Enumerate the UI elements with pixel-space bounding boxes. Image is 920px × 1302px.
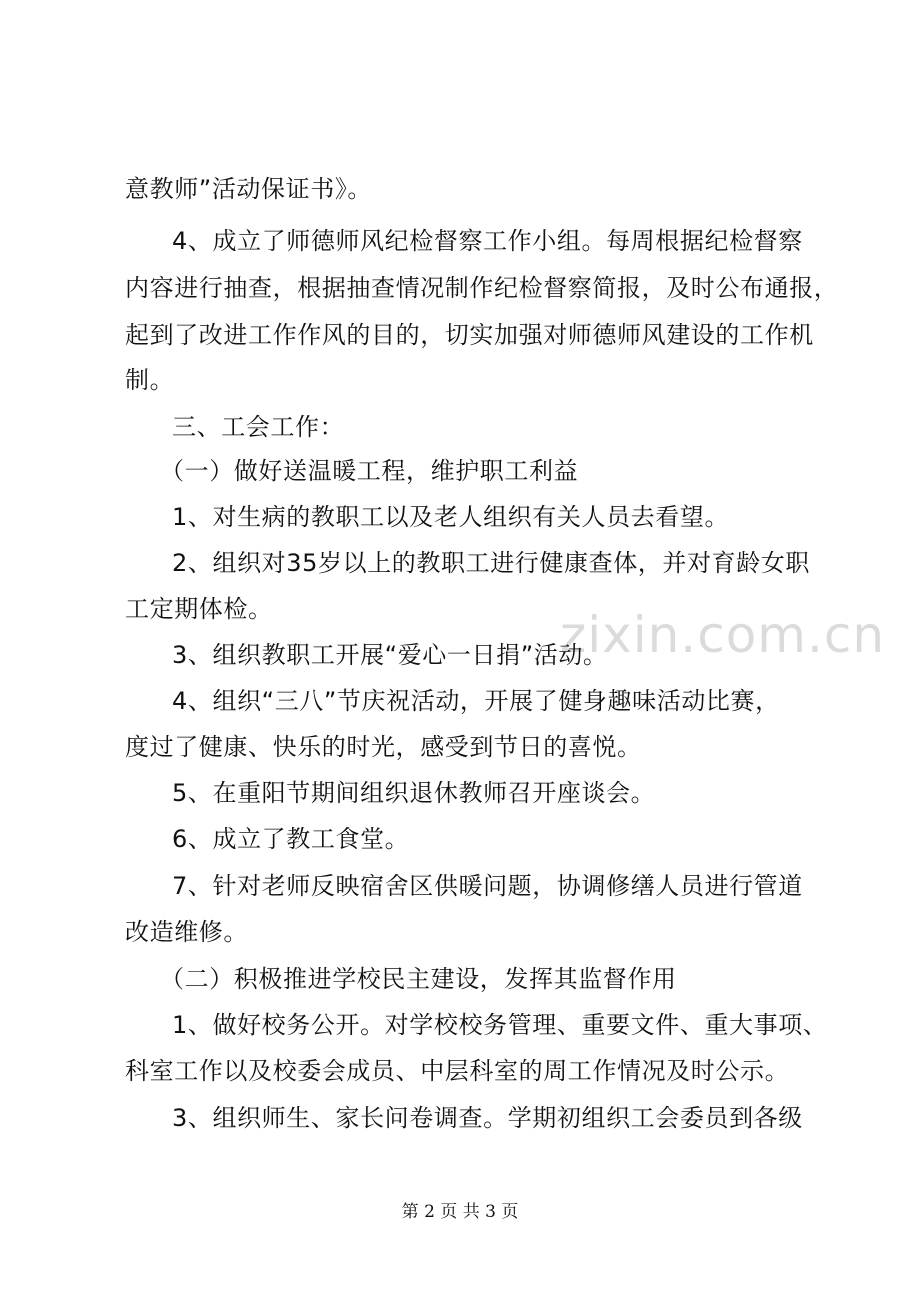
page-footer: 第 2 页 共 3 页	[401, 1202, 519, 1222]
text-line: 2、组织对35岁以上的教职工进行健康查体，并对育龄女职	[172, 549, 811, 577]
text-line: 4、成立了师德师风纪检督察工作小组。每周根据纪检督察	[172, 227, 803, 255]
text-line: 3、组织教职工开展“爱心一日捐”活动。	[172, 641, 608, 669]
subsection-heading: （二）积极推进学校民主建设，发挥其监督作用	[160, 965, 677, 993]
text-line: 内容进行抽查，根据抽查情况制作纪检督察简报，及时公布通报，	[125, 274, 839, 302]
text-line: 7、针对老师反映宿舍区供暖问题，协调修缮人员进行管道	[172, 872, 803, 900]
text-line: 4、组织“三八”节庆祝活动，开展了健身趣味活动比赛，	[172, 687, 780, 715]
watermark: zixin.com.cn	[560, 606, 886, 664]
section-heading: 三、工会工作：	[172, 413, 345, 441]
text-line: 起到了改进工作作风的目的，切实加强对师德师风建设的工作机	[125, 321, 814, 349]
text-line: 6、成立了教工食堂。	[172, 825, 410, 853]
text-line: 改造维修。	[125, 918, 248, 946]
text-line: 工定期体检。	[125, 595, 273, 623]
text-line: 度过了健康、快乐的时光，感受到节日的喜悦。	[125, 733, 642, 761]
text-line: 5、在重阳节期间组织退休教师召开座谈会。	[172, 779, 656, 807]
text-line: 3、组织师生、家长问卷调查。学期初组织工会委员到各级	[172, 1104, 803, 1132]
text-line: 制。	[125, 366, 175, 394]
text-line: 意教师”活动保证书》。	[125, 175, 373, 203]
subsection-heading: （一）做好送温暖工程，维护职工利益	[160, 457, 579, 485]
text-line: 1、做好校务公开。对学校校务管理、重要文件、重大事项、	[172, 1011, 828, 1039]
text-line: 科室工作以及校委会成员、中层科室的周工作情况及时公示。	[125, 1057, 790, 1085]
text-line: 1、对生病的教职工以及老人组织有关人员去看望。	[172, 503, 730, 531]
